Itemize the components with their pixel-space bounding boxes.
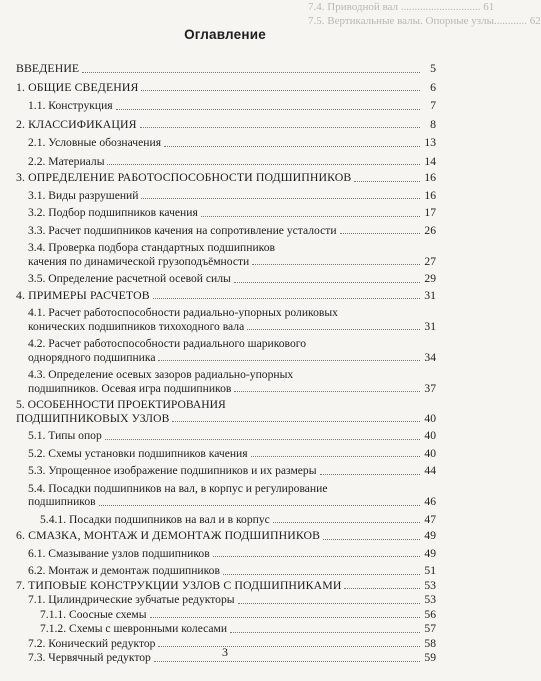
toc-entry-page: 46 [424,495,436,508]
toc-entry-page: 53 [424,577,436,592]
toc-entry[interactable] [16,579,436,593]
bleed-through-line: 7.4. Приводной вал ............................. 61 [308,1,495,13]
toc-entry-label: ВВЕДЕНИЕ [16,61,80,75]
dot-leader [354,180,420,182]
toc-entry-label-line: 4.1. Расчет работоспособности радиально-упорных роликовых [28,306,338,319]
dot-leader [213,555,420,557]
dot-leader [141,89,420,91]
dot-leader [344,587,420,589]
toc-entry[interactable] [16,99,436,113]
toc-title: Оглавление [184,27,266,42]
toc-entry-page: 57 [424,622,436,635]
toc-entry[interactable] [16,368,436,395]
toc-entry-page: 47 [424,512,436,526]
toc-entry-label-line: подшипников. Осевая игра подшипников [28,381,232,395]
toc-entry[interactable] [16,398,436,425]
toc-entry[interactable] [16,529,436,543]
toc-entry[interactable] [16,206,436,220]
dot-leader [234,281,420,283]
toc-entry-label-line: подшипников [28,495,96,508]
toc-entry[interactable] [16,429,436,443]
toc-entry-page: 5 [430,61,436,75]
toc-entry-label-line: однорядного подшипника [28,350,156,364]
toc-entry-label: 5.4.1. Посадки подшипников на вал и в корпус [40,512,270,526]
toc-entry-label: 7.1.2. Схемы с шевронными колесами [40,622,228,635]
toc-entry[interactable] [16,289,436,303]
toc-entry-page: 51 [424,564,436,577]
dot-leader [247,328,420,330]
dot-leader [107,163,420,165]
toc-entry-label: 4. ПРИМЕРЫ РАСЧЕТОВ [16,287,150,302]
toc-entry-label: 5.1. Типы опор [28,429,102,442]
toc-entry[interactable] [16,171,436,185]
dot-leader [99,504,420,506]
toc-entry[interactable] [16,464,436,478]
dot-leader [273,521,420,523]
toc-entry[interactable] [16,155,436,169]
toc-entry-label-line: конических подшипников тихоходного вала [28,319,245,333]
toc-entry-label: 7.3. Червячный редуктор [28,651,151,664]
dot-leader [164,145,420,147]
toc-entry[interactable] [16,189,436,203]
toc-entry-label: 3.1. Виды разрушений [28,188,139,202]
toc-entry-page: 49 [424,546,436,560]
toc-entry-page: 31 [424,319,436,333]
toc-entry-label-line: 3.4. Проверка подбора стандартных подшипников [28,241,275,254]
toc-entry-page: 7 [430,99,436,112]
toc-entry-page: 8 [430,116,436,131]
toc-entry-label: 2. КЛАССИФИКАЦИЯ [16,116,137,131]
toc-entry-label: 6.2. Монтаж и демонтаж подшипников [28,564,220,577]
toc-entry-label-line: 4.2. Расчет работоспособности радиального шарикового [28,337,307,350]
dot-leader [252,263,420,265]
toc-entry-label: 5.2. Схемы установки подшипников качения [28,446,248,460]
toc-entry-label: 7. ТИПОВЫЕ КОНСТРУКЦИИ УЗЛОВ С ПОДШИПНИКАМИ [16,577,342,592]
toc-entry-page: 56 [424,607,436,621]
toc-entry-label: 1. ОБЩИЕ СВЕДЕНИЯ [16,79,139,94]
toc-entry[interactable] [16,306,436,333]
toc-entry-page: 27 [424,254,436,268]
toc-entry-page: 14 [424,154,436,168]
toc-entry-page: 17 [424,206,436,219]
toc-entry[interactable] [16,482,436,509]
toc-entry-page: 29 [424,272,436,285]
toc-entry-label: 7.2. Конический редуктор [28,636,156,650]
toc-entry[interactable] [16,118,436,132]
dot-leader [150,616,420,618]
toc-entry[interactable] [16,241,436,268]
bleed-through-line: 7.5. Вертикальные валы. Опорные узлы............ 62 [308,15,541,27]
toc-entry-label: 3.2. Подбор подшипников качения [28,206,198,219]
toc-entry[interactable] [16,547,436,561]
toc-entry[interactable] [16,272,436,286]
dot-leader [320,473,420,475]
toc-entry-page: 6 [430,79,436,94]
page-number: 3 [222,645,228,659]
toc-entry-label: 5.3. Упрощенное изображение подшипников и их размеры [28,464,317,477]
dot-leader [234,390,420,392]
toc-entry[interactable] [16,62,436,76]
toc-entry-page: 34 [424,350,436,364]
dot-leader [323,538,420,540]
toc-entry-label: 3. ОПРЕДЕЛЕНИЕ РАБОТОСПОСОБНОСТИ ПОДШИПНИКОВ [16,170,352,184]
dot-leader [238,602,420,604]
dot-leader [82,71,420,73]
toc-entry-page: 59 [424,651,436,664]
toc-entry[interactable] [16,337,436,364]
toc-entry-page: 13 [424,136,436,149]
toc-entry-page: 58 [424,636,436,650]
toc-entry-label: 3.5. Определение расчетной осевой силы [28,272,231,285]
toc-entry-label-line: ПОДШИПНИКОВЫХ УЗЛОВ [16,411,170,425]
toc-entry-label: 7.1.1. Соосные схемы [40,607,147,621]
toc-entry[interactable] [16,608,436,622]
dot-leader [105,438,420,440]
toc-entry[interactable] [16,513,436,527]
toc-entry-label: 6. СМАЗКА, МОНТАЖ И ДЕМОНТАЖ ПОДШИПНИКОВ [16,528,321,542]
dot-leader [141,197,420,199]
toc-entry-label-line: 4.3. Определение осевых зазоров радиально-упорных [28,368,294,381]
toc-entry[interactable] [16,564,436,578]
toc-entry[interactable] [16,622,436,636]
dot-leader [172,420,420,422]
dot-leader [201,215,420,217]
table-of-contents [16,56,436,665]
toc-entry[interactable] [16,593,436,607]
toc-entry-page: 37 [424,381,436,395]
dot-leader [340,232,420,234]
toc-entry-page: 16 [424,170,436,184]
toc-entry-page: 49 [424,528,436,542]
toc-entry-label: 6.1. Смазывание узлов подшипников [28,546,210,560]
toc-entry-page: 40 [424,446,436,460]
dot-leader [153,297,420,299]
toc-entry-label: 7.1. Цилиндрические зубчатые редукторы [28,593,235,606]
toc-entry-page: 44 [424,464,436,477]
toc-entry-page: 26 [424,223,436,237]
toc-entry-label-line: 5.4. Посадки подшипников на вал, в корпус и регулирование [28,481,328,495]
toc-entry-page: 40 [424,429,436,442]
toc-entry-page: 16 [424,188,436,202]
toc-entry-page: 40 [424,411,436,425]
toc-entry[interactable] [16,136,436,150]
dot-leader [251,455,420,457]
toc-entry[interactable] [16,447,436,461]
dot-leader [223,573,420,575]
dot-leader [140,126,420,128]
dot-leader [230,631,420,633]
dot-leader [116,108,420,110]
toc-entry-label-line: 5. ОСОБЕННОСТИ ПРОЕКТИРОВАНИЯ [16,398,226,411]
toc-entry-page: 31 [424,287,436,302]
toc-entry[interactable] [16,224,436,238]
toc-entry-label: 2.1. Условные обозначения [28,136,162,149]
toc-entry-page: 53 [424,593,436,606]
toc-entry-label: 2.2. Материалы [28,154,105,168]
toc-entry[interactable] [16,81,436,95]
dot-leader [158,359,420,361]
toc-entry-label: 1.1. Конструкция [28,99,113,112]
toc-entry-label: 3.3. Расчет подшипников качения на сопротивление усталости [28,223,337,237]
toc-entry-label-line: качения по динамической грузоподъёмности [28,254,250,268]
